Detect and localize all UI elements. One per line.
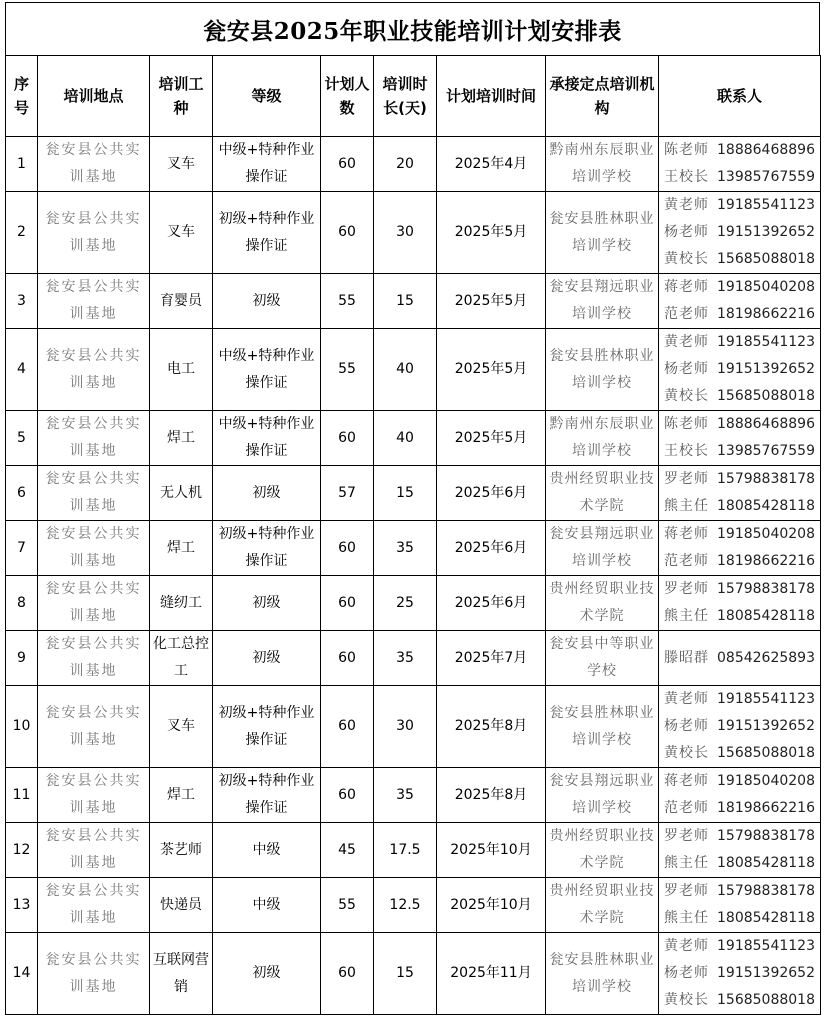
table-header-row <box>6 56 821 137</box>
contact-phone: 19185541123 <box>717 938 815 954</box>
training-plan-sheet <box>5 2 820 1014</box>
contact-name: 黄校长 <box>664 388 709 404</box>
training-org: 贵州经贸职业技术学院 <box>546 823 659 878</box>
contact-entry <box>661 576 818 603</box>
contact-cell <box>659 576 821 631</box>
planned-count: 60 <box>321 576 374 631</box>
training-org: 黔南州东辰职业培训学校 <box>546 137 659 192</box>
contact-name: 蒋老师 <box>664 279 709 295</box>
planned-count: 60 <box>321 686 374 768</box>
contact-phone: 19185040208 <box>717 526 815 542</box>
planned-count: 60 <box>321 933 374 1015</box>
contact-entry <box>661 466 818 493</box>
training-location: 瓮安县公共实训基地 <box>38 274 150 329</box>
training-level: 中级+特种作业操作证 <box>213 329 321 411</box>
training-org: 瓮安县翔远职业培训学校 <box>546 274 659 329</box>
training-org: 瓮安县翔远职业培训学校 <box>546 521 659 576</box>
contact-cell <box>659 411 821 466</box>
training-level: 初级 <box>213 631 321 686</box>
training-level: 中级+特种作业操作证 <box>213 137 321 192</box>
planned-count: 55 <box>321 329 374 411</box>
contact-phone: 18198662216 <box>717 800 815 816</box>
planned-count: 60 <box>321 137 374 192</box>
table-row <box>6 768 821 823</box>
training-trade: 茶艺师 <box>150 823 213 878</box>
header-planned: 计划人数 <box>321 56 374 137</box>
table-row <box>6 878 821 933</box>
row-seq: 3 <box>6 274 38 329</box>
contact-phone: 15798838178 <box>717 581 815 597</box>
contact-cell <box>659 686 821 768</box>
training-org: 黔南州东辰职业培训学校 <box>546 411 659 466</box>
training-period: 2025年6月 <box>437 521 546 576</box>
training-org: 贵州经贸职业技术学院 <box>546 878 659 933</box>
training-trade: 焊工 <box>150 768 213 823</box>
contact-name: 黄校长 <box>664 251 709 267</box>
page-title: 瓮安县2025年职业技能培训计划安排表 <box>5 2 820 55</box>
contact-entry <box>661 548 818 575</box>
contact-name: 黄校长 <box>664 745 709 761</box>
contact-phone: 19185541123 <box>717 334 815 350</box>
training-duration: 30 <box>374 192 437 274</box>
contact-cell <box>659 192 821 274</box>
contact-phone: 19185541123 <box>717 691 815 707</box>
training-period: 2025年8月 <box>437 768 546 823</box>
contact-entry <box>661 301 818 328</box>
contact-cell <box>659 933 821 1015</box>
training-period: 2025年5月 <box>437 411 546 466</box>
contact-entry <box>661 933 818 960</box>
contact-phone: 18886468896 <box>717 416 815 432</box>
training-duration: 17.5 <box>374 823 437 878</box>
contact-name: 熊主任 <box>664 498 709 514</box>
training-level: 初级+特种作业操作证 <box>213 521 321 576</box>
training-level: 中级 <box>213 878 321 933</box>
row-seq: 5 <box>6 411 38 466</box>
row-seq: 4 <box>6 329 38 411</box>
contact-cell <box>659 631 821 686</box>
contact-entry <box>661 768 818 795</box>
contact-phone: 18085428118 <box>717 855 815 871</box>
contact-entry <box>661 383 818 410</box>
table-row <box>6 823 821 878</box>
contact-name: 王校长 <box>664 169 709 185</box>
contact-phone: 18198662216 <box>717 553 815 569</box>
contact-phone: 19151392652 <box>717 718 815 734</box>
training-org: 瓮安县胜林职业培训学校 <box>546 329 659 411</box>
row-seq: 7 <box>6 521 38 576</box>
training-location: 瓮安县公共实训基地 <box>38 411 150 466</box>
contact-entry <box>661 219 818 246</box>
contact-name: 王校长 <box>664 443 709 459</box>
contact-name: 蒋老师 <box>664 773 709 789</box>
training-level: 中级 <box>213 823 321 878</box>
contact-name: 滕昭群 <box>664 649 709 666</box>
table-row <box>6 329 821 411</box>
row-seq: 8 <box>6 576 38 631</box>
contact-phone: 18085428118 <box>717 498 815 514</box>
training-location: 瓮安县公共实训基地 <box>38 686 150 768</box>
table-row <box>6 933 821 1015</box>
contact-name: 熊主任 <box>664 910 709 926</box>
contact-entry <box>661 493 818 520</box>
contact-entry <box>661 438 818 465</box>
contact-phone: 15685088018 <box>717 745 815 761</box>
contact-entry <box>661 192 818 219</box>
contact-phone: 13985767559 <box>717 169 815 185</box>
table-row <box>6 576 821 631</box>
training-location: 瓮安县公共实训基地 <box>38 576 150 631</box>
training-duration: 20 <box>374 137 437 192</box>
training-duration: 40 <box>374 411 437 466</box>
training-trade: 互联网营销 <box>150 933 213 1015</box>
training-location: 瓮安县公共实训基地 <box>38 329 150 411</box>
contact-name: 范老师 <box>664 553 709 569</box>
planned-count: 60 <box>321 631 374 686</box>
contact-phone: 18198662216 <box>717 306 815 322</box>
header-contact: 联系人 <box>659 56 821 137</box>
contact-entry <box>661 878 818 905</box>
training-trade: 叉车 <box>150 192 213 274</box>
contact-name: 范老师 <box>664 800 709 816</box>
table-row <box>6 521 821 576</box>
training-duration: 15 <box>374 933 437 1015</box>
training-period: 2025年7月 <box>437 631 546 686</box>
contact-name: 熊主任 <box>664 608 709 624</box>
contact-entry <box>661 137 818 164</box>
contact-phone: 08542625893 <box>717 649 815 666</box>
contact-entry <box>661 411 818 438</box>
contact-cell <box>659 823 821 878</box>
row-seq: 13 <box>6 878 38 933</box>
header-org: 承接定点培训机构 <box>546 56 659 137</box>
row-seq: 9 <box>6 631 38 686</box>
row-seq: 12 <box>6 823 38 878</box>
planned-count: 60 <box>321 192 374 274</box>
table-row <box>6 137 821 192</box>
planned-count: 60 <box>321 411 374 466</box>
training-period: 2025年6月 <box>437 466 546 521</box>
contact-name: 杨老师 <box>664 361 709 377</box>
contact-entry <box>661 960 818 987</box>
contact-entry <box>661 356 818 383</box>
row-seq: 10 <box>6 686 38 768</box>
training-org: 贵州经贸职业技术学院 <box>546 466 659 521</box>
contact-cell <box>659 329 821 411</box>
contact-phone: 19185040208 <box>717 773 815 789</box>
contact-name: 黄校长 <box>664 992 709 1008</box>
contact-phone: 13985767559 <box>717 443 815 459</box>
training-org: 瓮安县胜林职业培训学校 <box>546 686 659 768</box>
training-period: 2025年5月 <box>437 192 546 274</box>
planned-count: 55 <box>321 274 374 329</box>
contact-name: 杨老师 <box>664 718 709 734</box>
training-trade: 焊工 <box>150 411 213 466</box>
training-trade: 电工 <box>150 329 213 411</box>
contact-phone: 15798838178 <box>717 883 815 899</box>
contact-name: 熊主任 <box>664 855 709 871</box>
contact-entry <box>661 823 818 850</box>
contact-entry <box>661 795 818 822</box>
training-period: 2025年10月 <box>437 878 546 933</box>
training-level: 初级+特种作业操作证 <box>213 192 321 274</box>
contact-entry <box>661 740 818 767</box>
planned-count: 57 <box>321 466 374 521</box>
training-duration: 35 <box>374 521 437 576</box>
training-duration: 25 <box>374 576 437 631</box>
training-level: 初级 <box>213 576 321 631</box>
planned-count: 55 <box>321 878 374 933</box>
contact-phone: 18886468896 <box>717 142 815 158</box>
row-seq: 2 <box>6 192 38 274</box>
planned-count: 45 <box>321 823 374 878</box>
contact-phone: 19151392652 <box>717 361 815 377</box>
training-period: 2025年11月 <box>437 933 546 1015</box>
contact-cell <box>659 768 821 823</box>
training-trade: 焊工 <box>150 521 213 576</box>
contact-name: 范老师 <box>664 306 709 322</box>
contact-phone: 19151392652 <box>717 224 815 240</box>
contact-name: 黄老师 <box>664 938 709 954</box>
contact-phone: 19151392652 <box>717 965 815 981</box>
contact-cell <box>659 878 821 933</box>
training-org: 瓮安县翔远职业培训学校 <box>546 768 659 823</box>
contact-entry <box>661 164 818 191</box>
training-org: 瓮安县胜林职业培训学校 <box>546 933 659 1015</box>
contact-cell <box>659 521 821 576</box>
training-org: 瓮安县胜林职业培训学校 <box>546 192 659 274</box>
training-location: 瓮安县公共实训基地 <box>38 631 150 686</box>
contact-phone: 18085428118 <box>717 910 815 926</box>
contact-name: 罗老师 <box>664 581 709 597</box>
training-trade: 育婴员 <box>150 274 213 329</box>
header-seq: 序号 <box>6 56 38 137</box>
training-duration: 30 <box>374 686 437 768</box>
contact-entry <box>661 686 818 713</box>
training-level: 初级+特种作业操作证 <box>213 686 321 768</box>
training-duration: 35 <box>374 631 437 686</box>
training-duration: 15 <box>374 274 437 329</box>
header-period: 计划培训时间 <box>437 56 546 137</box>
contact-name: 黄老师 <box>664 334 709 350</box>
table-row <box>6 466 821 521</box>
table-row <box>6 192 821 274</box>
training-location: 瓮安县公共实训基地 <box>38 466 150 521</box>
training-location: 瓮安县公共实训基地 <box>38 137 150 192</box>
training-level: 初级 <box>213 933 321 1015</box>
table-row <box>6 686 821 768</box>
contact-phone: 15798838178 <box>717 471 815 487</box>
training-trade: 无人机 <box>150 466 213 521</box>
contact-entry <box>661 274 818 301</box>
row-seq: 14 <box>6 933 38 1015</box>
row-seq: 11 <box>6 768 38 823</box>
contact-name: 黄老师 <box>664 691 709 707</box>
contact-entry <box>661 713 818 740</box>
header-level: 等级 <box>213 56 321 137</box>
training-org: 贵州经贸职业技术学院 <box>546 576 659 631</box>
contact-entry <box>661 603 818 630</box>
training-trade: 叉车 <box>150 137 213 192</box>
training-duration: 15 <box>374 466 437 521</box>
row-seq: 1 <box>6 137 38 192</box>
contact-name: 罗老师 <box>664 828 709 844</box>
contact-name: 陈老师 <box>664 142 709 158</box>
contact-entry <box>661 645 818 672</box>
planned-count: 60 <box>321 768 374 823</box>
table-row <box>6 631 821 686</box>
contact-name: 罗老师 <box>664 883 709 899</box>
contact-entry <box>661 329 818 356</box>
training-duration: 40 <box>374 329 437 411</box>
contact-entry <box>661 521 818 548</box>
planned-count: 60 <box>321 521 374 576</box>
training-level: 初级 <box>213 466 321 521</box>
header-trade: 培训工种 <box>150 56 213 137</box>
contact-name: 蒋老师 <box>664 526 709 542</box>
contact-entry <box>661 905 818 932</box>
training-period: 2025年4月 <box>437 137 546 192</box>
row-seq: 6 <box>6 466 38 521</box>
contact-entry <box>661 850 818 877</box>
training-location: 瓮安县公共实训基地 <box>38 823 150 878</box>
contact-cell <box>659 274 821 329</box>
table-body <box>6 137 821 1015</box>
contact-phone: 19185040208 <box>717 279 815 295</box>
contact-name: 黄老师 <box>664 197 709 213</box>
header-location: 培训地点 <box>38 56 150 137</box>
table-row <box>6 274 821 329</box>
header-duration: 培训时长(天) <box>374 56 437 137</box>
training-trade: 化工总控工 <box>150 631 213 686</box>
contact-cell <box>659 466 821 521</box>
contact-name: 罗老师 <box>664 471 709 487</box>
contact-entry <box>661 246 818 273</box>
training-level: 中级+特种作业操作证 <box>213 411 321 466</box>
contact-entry <box>661 987 818 1014</box>
training-location: 瓮安县公共实训基地 <box>38 878 150 933</box>
training-period: 2025年6月 <box>437 576 546 631</box>
contact-phone: 19185541123 <box>717 197 815 213</box>
training-location: 瓮安县公共实训基地 <box>38 521 150 576</box>
training-trade: 缝纫工 <box>150 576 213 631</box>
training-trade: 叉车 <box>150 686 213 768</box>
contact-name: 陈老师 <box>664 416 709 432</box>
training-plan-table <box>5 55 821 1015</box>
training-period: 2025年5月 <box>437 329 546 411</box>
contact-phone: 18085428118 <box>717 608 815 624</box>
training-level: 初级 <box>213 274 321 329</box>
contact-phone: 15798838178 <box>717 828 815 844</box>
contact-phone: 15685088018 <box>717 251 815 267</box>
contact-name: 杨老师 <box>664 224 709 240</box>
training-trade: 快递员 <box>150 878 213 933</box>
training-location: 瓮安县公共实训基地 <box>38 192 150 274</box>
contact-phone: 15685088018 <box>717 992 815 1008</box>
training-duration: 12.5 <box>374 878 437 933</box>
training-period: 2025年10月 <box>437 823 546 878</box>
training-location: 瓮安县公共实训基地 <box>38 933 150 1015</box>
contact-name: 杨老师 <box>664 965 709 981</box>
training-period: 2025年5月 <box>437 274 546 329</box>
contact-cell <box>659 137 821 192</box>
table-row <box>6 411 821 466</box>
training-duration: 35 <box>374 768 437 823</box>
training-level: 初级+特种作业操作证 <box>213 768 321 823</box>
training-period: 2025年8月 <box>437 686 546 768</box>
contact-phone: 15685088018 <box>717 388 815 404</box>
training-location: 瓮安县公共实训基地 <box>38 768 150 823</box>
training-org: 瓮安县中等职业学校 <box>546 631 659 686</box>
